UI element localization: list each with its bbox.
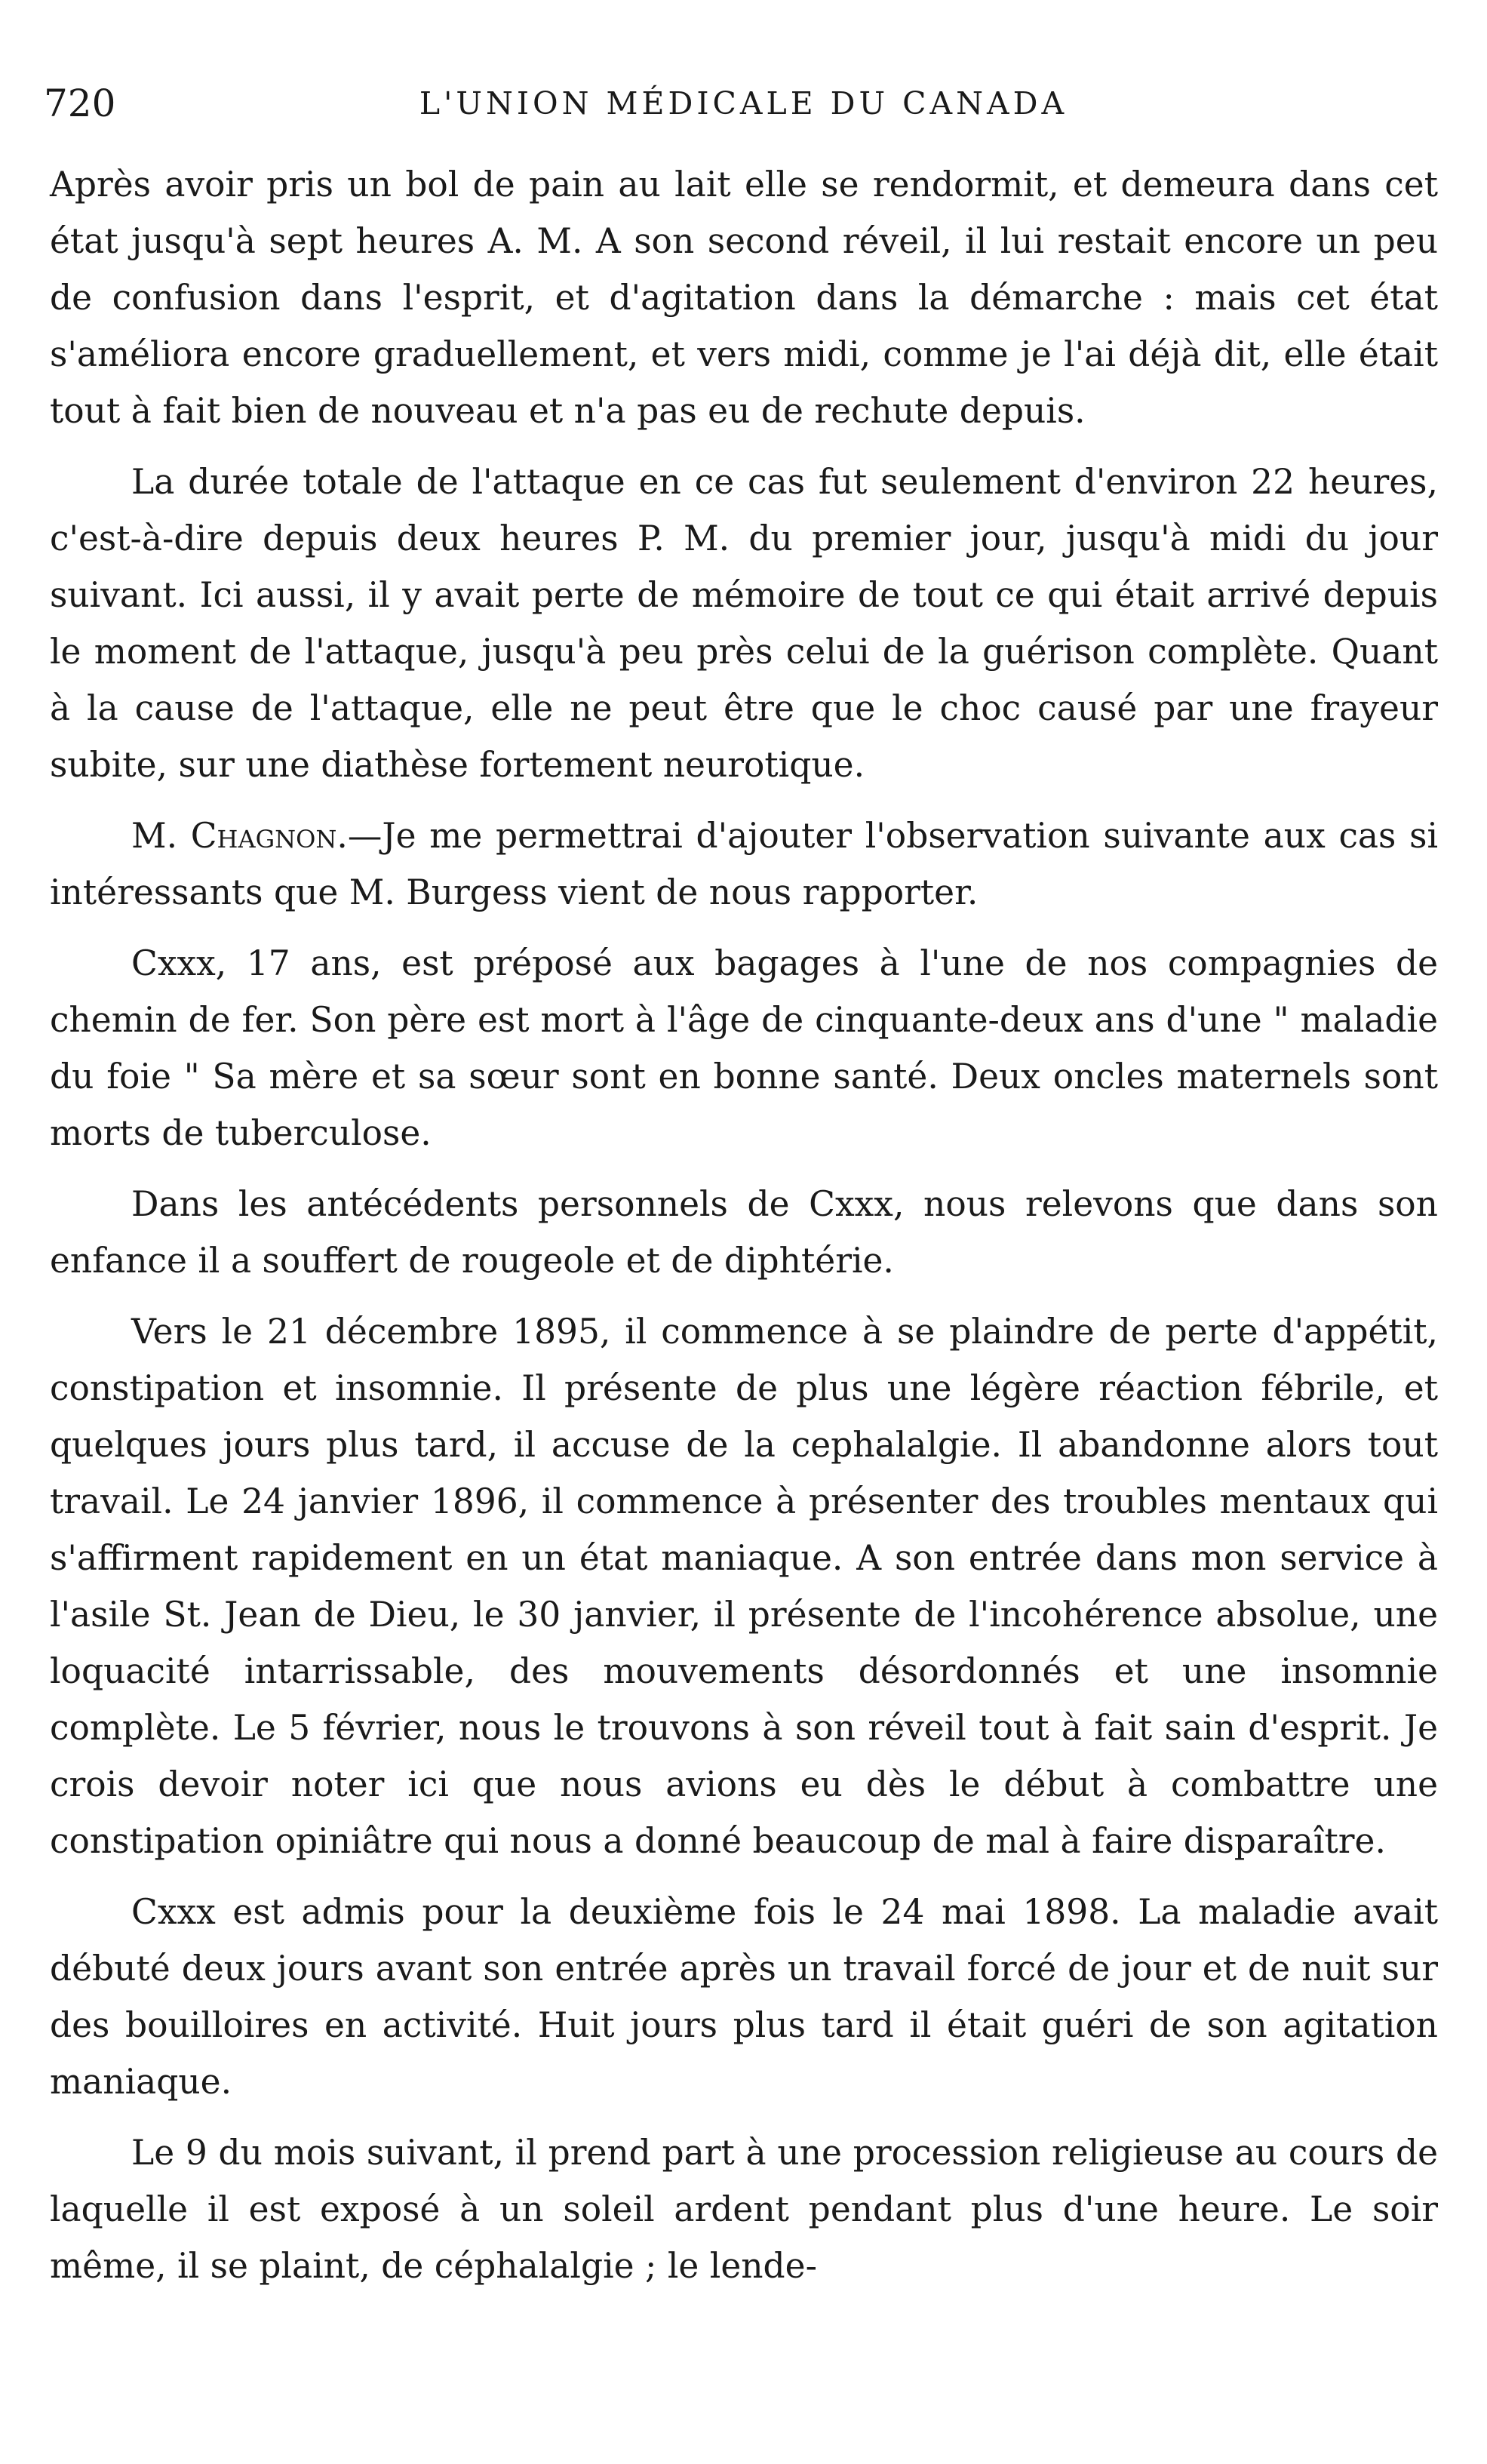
paragraph-5: Dans les antécédents personnels de Cxxx, nous relevons que dans son enfance il a souffert de rougeole et de diphtérie. xyxy=(50,1184,1438,1281)
speaker-name: M. Chagnon. xyxy=(131,816,348,856)
paragraph-6: Vers le 21 décembre 1895, il commence à se plaindre de perte d'appétit, constipation et insomnie. Il présente de plus une légère réaction fébrile, et quelques jours plus tard, il accuse de la cephalalgie. Il abandonne alors tout travail. Le 24 janvier 1896, il commence à présenter des troubles mentaux qui s'affirment rapidement en un état maniaque. A son entrée dans mon service à l'asile St. Jean de Dieu, le 30 janvier, il présente de l'incohérence absolue, une loquacité intarrissable, des mouvements désordonnés et une insomnie complète. Le 5 février, nous le trouvons à son réveil tout à fait sain d'esprit. Je crois devoir noter ici que nous avions eu dès le début à combattre une constipation opiniâtre qui nous a donné beaucoup de mal à faire disparaître. xyxy=(50,1312,1438,1861)
running-head xyxy=(44,69,1443,137)
article-body xyxy=(50,156,1438,2309)
paragraph-3-text: —Je me permettrai d'ajouter l'observation suivante aux cas si intéressants que M. Burgess vient de nous rapporter. xyxy=(50,816,1438,912)
journal-title: L'UNION MÉDICALE DU CANADA xyxy=(419,85,1068,122)
paragraph-8: Le 9 du mois suivant, il prend part à une procession religieuse au cours de laquelle il est exposé à un soleil ardent pendant plus d'une heure. Le soir même, il se plaint, de céphalalgie ; le lende- xyxy=(50,2133,1438,2286)
page-number: 720 xyxy=(44,82,116,125)
paragraph-7: Cxxx est admis pour la deuxième fois le 24 mai 1898. La maladie avait débuté deux jours avant son entrée après un travail forcé de jour et de nuit sur des bouilloires en activité. Huit jours plus tard il était guéri de son agitation maniaque. xyxy=(50,1892,1438,2102)
paragraph-2: La durée totale de l'attaque en ce cas fut seulement d'environ 22 heures, c'est-à-dire depuis deux heures P. M. du premier jour, jusqu'à midi du jour suivant. Ici aussi, il y avait perte de mémoire de tout ce qui était arrivé depuis le moment de l'attaque, jusqu'à peu près celui de la guérison complète. Quant à la cause de l'attaque, elle ne peut être que le choc causé par une frayeur subite, sur une diathèse fortement neurotique. xyxy=(50,462,1438,785)
paragraph-4: Cxxx, 17 ans, est préposé aux bagages à l'une de nos compagnies de chemin de fer. Son père est mort à l'âge de cinquante-deux ans d'une " maladie du foie " Sa mère et sa sœur sont en bonne santé. Deux oncles maternels sont morts de tuberculose. xyxy=(50,943,1438,1153)
paragraph-1: Après avoir pris un bol de pain au lait elle se rendormit, et demeura dans cet état jusqu'à sept heures A. M. A son second réveil, il lui restait encore un peu de confusion dans l'esprit, et d'agitation dans la démarche : mais cet état s'améliora encore graduellement, et vers midi, comme je l'ai déjà dit, elle était tout à fait bien de nouveau et n'a pas eu de rechute depuis. xyxy=(50,165,1438,431)
paragraph-3 xyxy=(50,807,1438,921)
